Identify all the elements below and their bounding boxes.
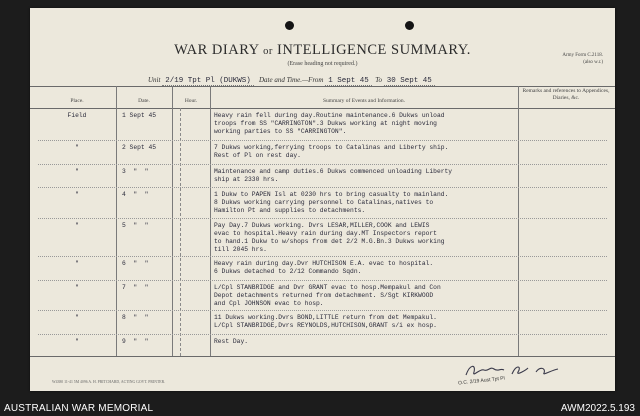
entry-place: ": [75, 191, 79, 198]
printer-note: W4380 11-41 5M 4096 A. H. PRITCHARD, ACTING GOVT. PRINTER.: [52, 380, 166, 384]
column-rule: [518, 86, 519, 356]
entry-summary: Heavy rain during day.Dvr HUTCHISON E.A. evac to hospital. 6 Dukws detached to 2/12 Commando Sqdn.: [214, 260, 434, 275]
unit-line: Unit 2/19 Tpt Pl (DUKWS) Date and Time.—From 1 Sept 45 To 30 Sept 45: [148, 76, 435, 85]
entry-summary: 1 Dukw to PAPEN Isl at 0230 hrs to bring casualty to mainland. 8 Dukws working carrying personnel to Catalinas,natives to Hamilton Pt and supplies to detachments.: [214, 191, 449, 214]
entry-date: 3 " ": [122, 168, 149, 175]
entry-summary: 11 Dukws working.Dvrs BOND,LITTLE return from det Mempakul. L/Cpl STANBRIDGE,Dvrs REYNOLDS,HUTCHISON,GRANT s/i ex hosp.: [214, 314, 437, 329]
date-to: 30 Sept 45: [384, 77, 435, 86]
entry-place: Field: [67, 112, 87, 119]
entry-date: 5 " ": [122, 222, 149, 229]
divider: [30, 86, 615, 87]
header-place: Place.: [70, 98, 84, 104]
column-rule: [116, 86, 117, 356]
entry-date: 1 Sept 45: [122, 112, 157, 119]
entry-summary: Maintenance and camp duties.6 Dukws commenced unloading Liberty ship at 2330 hrs.: [214, 168, 453, 183]
row-divider: [38, 218, 607, 219]
row-divider: [38, 140, 607, 141]
row-divider: [38, 164, 607, 165]
entry-summary: Heavy rain fell during day.Routine maintenance.6 Dukws unload troops from SS "CARRINGTON".3 Dukws working at night moving working parties to SS "CARRINGTON".: [214, 112, 445, 135]
punch-hole: [285, 21, 294, 30]
form-number: Army Form C.2118. (also w.r.): [562, 53, 603, 65]
date-from: 1 Sept 45: [325, 77, 372, 86]
entry-date: 6 " ": [122, 260, 149, 267]
entry-summary: Rest Day.: [214, 338, 249, 345]
entry-date: 7 " ": [122, 284, 149, 291]
column-rule: [210, 86, 211, 356]
entry-summary: L/Cpl STANBRIDGE and Dvr GRANT evac to hosp.Mempakul and Con Depot detachments returned from detachment. S/Sgt KIRKWOOD and Cpl JOHNSON evac to hosp.: [214, 284, 441, 307]
row-divider: [38, 187, 607, 188]
entry-summary: Pay Day.7 Dukws working. Dvrs LESAR,MILLER,COOK and LEWIS evac to hospital.Heavy rain during day.MT Inspectors report to hand.1 Dukw to w/shops from det 2/2 M.G.Bn.3 Dukws working till 2045 hrs.: [214, 222, 445, 253]
header-hour: Hour.: [184, 98, 198, 104]
entry-place: ": [75, 338, 79, 345]
row-divider: [38, 256, 607, 257]
divider: [30, 356, 615, 357]
entry-place: ": [75, 260, 79, 267]
entry-summary: 7 Dukws working,ferrying troops to Catalinas and Liberty ship. Rest of Pl on rest day.: [214, 144, 449, 159]
divider: [30, 108, 615, 109]
page-title: WAR DIARY or INTELLIGENCE SUMMARY.: [174, 42, 471, 58]
diary-page: [30, 8, 615, 391]
caption-right: AWM2022.5.193: [560, 403, 635, 414]
header-remarks: Remarks and references to Appendices, Diaries, &c.: [522, 88, 610, 101]
header-date: Date.: [138, 98, 150, 104]
entry-place: ": [75, 222, 79, 229]
entry-place: ": [75, 284, 79, 291]
entry-place: ": [75, 314, 79, 321]
entry-place: ": [75, 144, 79, 151]
row-divider: [38, 280, 607, 281]
row-divider: [38, 310, 607, 311]
entry-date: 9 " ": [122, 338, 149, 345]
entry-date: 8 " ": [122, 314, 149, 321]
row-divider: [38, 334, 607, 335]
entry-place: ": [75, 168, 79, 175]
page-subtitle: (Erase heading not required.): [287, 61, 358, 67]
punch-hole: [405, 21, 414, 30]
entry-date: 2 Sept 45: [122, 144, 157, 151]
signature-stamp: O.C. 2/19 Aust Tpt Pl: [457, 375, 506, 387]
column-rule: [172, 86, 173, 356]
entry-date: 4 " ": [122, 191, 149, 198]
column-rule: [180, 108, 181, 356]
caption-left: AUSTRALIAN WAR MEMORIAL: [4, 403, 154, 414]
unit-value: 2/19 Tpt Pl (DUKWS): [162, 77, 254, 86]
header-summary: Summary of Events and Information.: [322, 98, 406, 104]
